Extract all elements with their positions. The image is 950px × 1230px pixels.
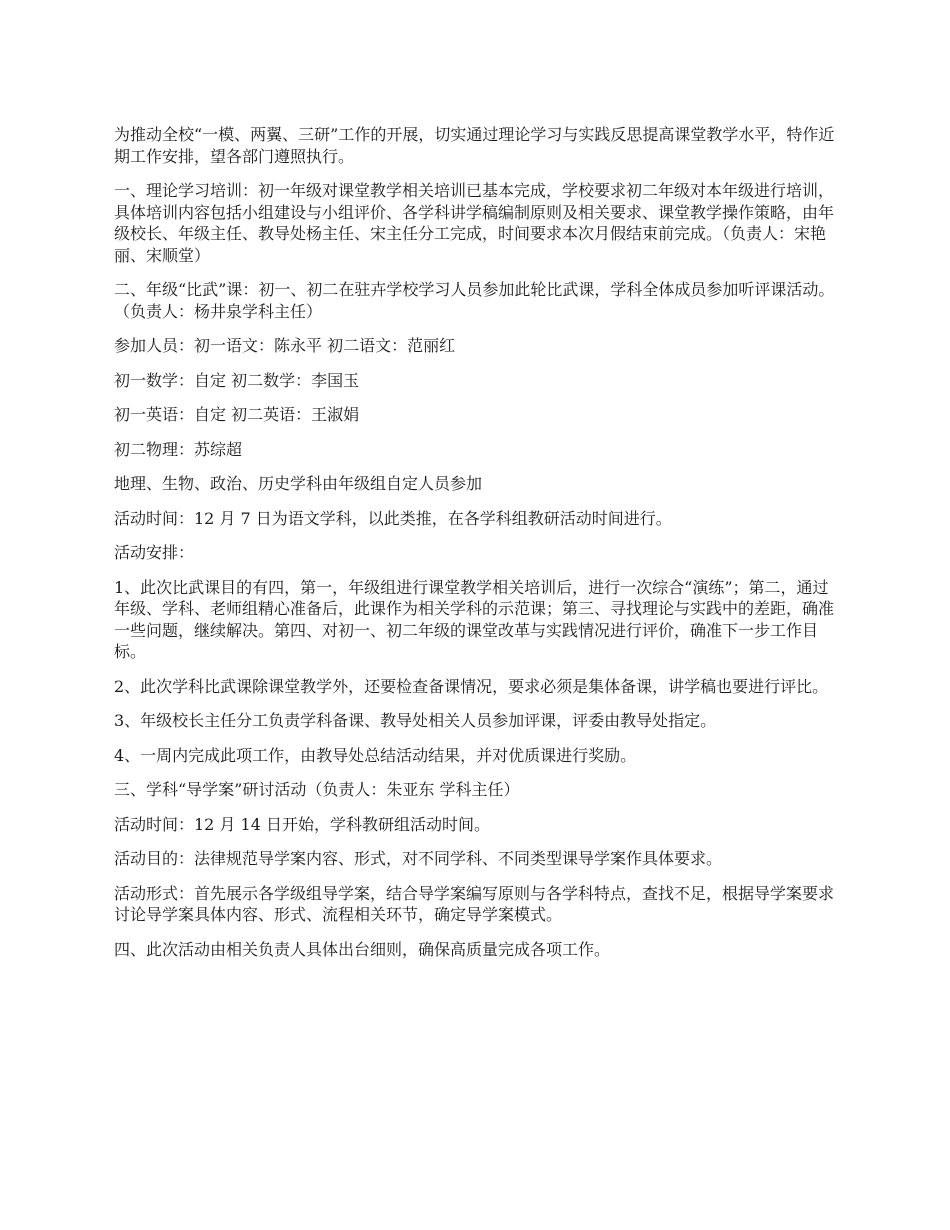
arrangement-item-2: 2、此次学科比武课除课堂教学外，还要检查备课情况，要求必须是集体备课，讲学稿也要进行评比。 [114,676,829,696]
section-4-closing: 四、此次活动由相关负责人具体出台细则，确保高质量完成各项工作。 [114,939,611,959]
activity-time-1: 活动时间：12 月 7 日为语文学科，以此类推，在各学科组教研活动时间进行。 [114,508,672,528]
participants-english: 初一英语：自定 初二英语：王淑娟 [114,405,360,424]
intro-paragraph: 为推动全校“一模、两翼、三研”工作的开展，切实通过理论学习与实践反思提高课堂教学水平，特作近期工作安排，望各部门遵照执行。 [114,125,835,166]
arrangement-item-3: 3、年级校长主任分工负责学科备课、教导处相关人员参加评课，评委由教导处指定。 [114,711,717,730]
participants-chinese: 参加人员：初一语文：陈永平 初二语文：范丽红 [114,336,456,355]
activity-time-2: 活动时间：12 月 14 日开始，学科教研组活动时间。 [114,814,490,834]
section-3-guided-learning: 三、学科“导学案”研讨活动（负责人：朱亚东 学科主任） [114,780,520,799]
activity-arrangement-heading: 活动安排： [114,543,195,562]
arrangement-item-1: 1、此次比武课目的有四，第一，年级组进行课堂教学相关培训后，进行一次综合“演练”；第二，通过年级、学科、老师组精心准备后，此课作为相关学科的示范课；第三、寻找理论与实践中的差距，确准一些问题，继续解决。第四、对初一、初二年级的课堂改革与实践情况进行评价，确准下一步工作目标。 [114,577,835,661]
activity-format: 活动形式：首先展示各学级组导学案，结合导学案编写原则与各学科特点，查找不足，根据导学案要求讨论导学案具体内容、形式、流程相关环节，确定导学案模式。 [114,883,835,924]
participants-other-subjects: 地理、生物、政治、历史学科由年级组自定人员参加 [114,474,483,493]
activity-purpose: 活动目的：法律规范导学案内容、形式，对不同学科、不同类型课导学案作具体要求。 [114,849,723,868]
section-2-competition-class: 二、年级“比武”课：初一、初二在驻卉学校学习人员参加此轮比武课，学科全体成员参加听评课活动。（负责人：杨井泉学科主任） [114,280,835,321]
section-1-theory-training: 一、理论学习培训：初一年级对课堂教学相关培训已基本完成，学校要求初二年级对本年级进行培训，具体培训内容包括小组建设与小组评价、各学科讲学稿编制原则及相关要求、课堂教学操作策略，由年级校长、年级主任、教导处杨主任、宋主任分工完成，时间要求本次月假结束前完成。（负责人：宋艳丽、宋顺堂） [114,181,835,265]
document-body [114,124,842,973]
participants-physics: 初二物理：苏综超 [114,439,243,459]
participants-math: 初一数学：自定 初二数学：李国玉 [114,370,360,390]
arrangement-item-4: 4、一周内完成此项工作，由教导处总结活动结果，并对优质课进行奖励。 [114,745,637,765]
